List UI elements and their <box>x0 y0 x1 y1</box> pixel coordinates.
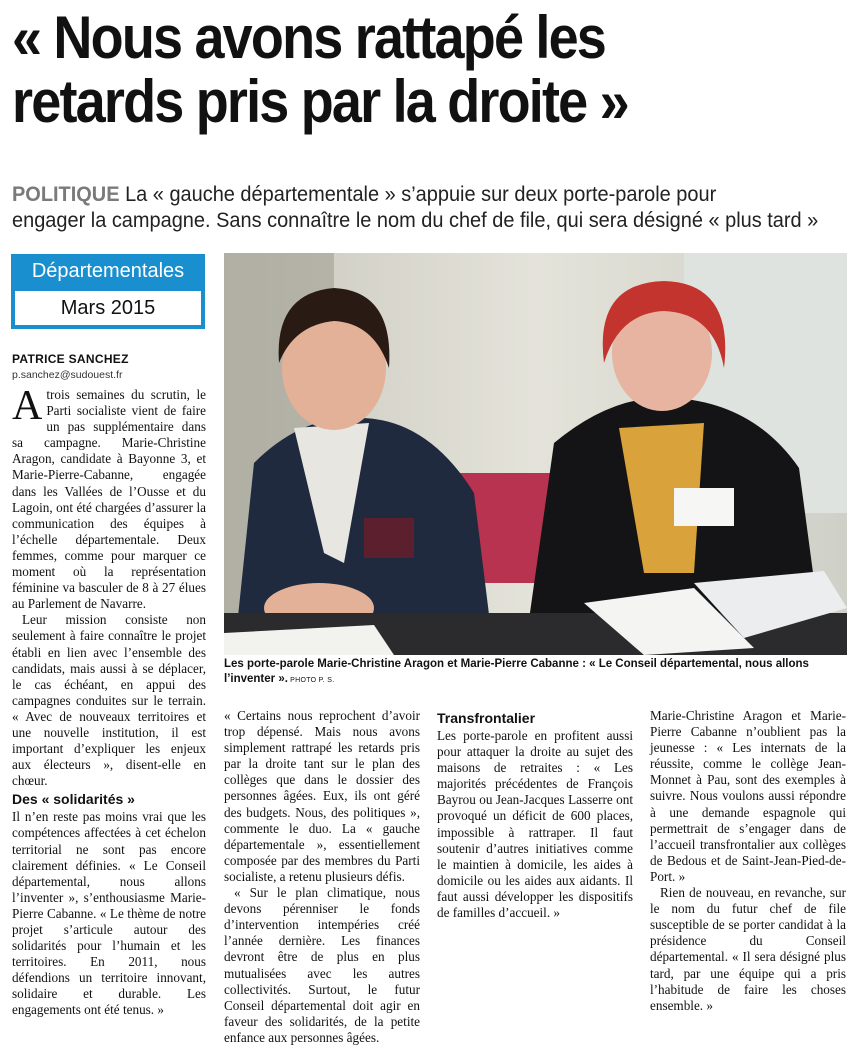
drop-cap: A <box>12 383 43 429</box>
paragraph-8: Rien de nouveau, en revanche, sur le nom du futur chef de file susceptible de se porter candidat à la présidence du Conseil départemental. « Il sera désigné plus tard, par une équipe qui a pris l’habitude de faire les choses ensemble. » <box>650 885 846 1013</box>
deck-line-1-text: La « gauche départementale » s’appuie sur deux porte-parole pour <box>119 183 717 206</box>
byline-email[interactable]: p.sanchez@sudouest.fr <box>12 369 123 381</box>
caption-text: Les porte-parole Marie-Christine Aragon et Marie-Pierre Cabanne : « Le Conseil départemental, nous allons l’inventer ». <box>224 658 809 685</box>
deck <box>12 182 819 234</box>
paragraph-1 <box>12 383 206 612</box>
subheading-solidarites: Des « solidarités » <box>12 791 135 808</box>
paragraph-2: Leur mission consiste non seulement à faire connaître le projet établi en lien avec l’ensemble des candidats, mais aussi à se déplacer, le cas échéant, en appui des campagnes conduites sur le terrain. « Avec de nouveaux territoires et une nouvelle institution, il est important d’expliquer les enjeux aux électeurs », disent-elle en chœur. <box>12 612 206 789</box>
photo-illustration <box>224 253 847 655</box>
deck-line-2: engager la campagne. Sans connaître le nom du chef de file, qui sera désigné « plus tard » <box>12 209 819 232</box>
article-column-2 <box>224 708 420 1046</box>
byline-author: PATRICE SANCHEZ <box>12 352 129 366</box>
paragraph-3: Il n’en reste pas moins vrai que les compétences affectées à cet échelon territorial ne sont pas encore clairement définies. « Le Conseil départemental, nous allons l’inventer », s’enthousiasme Marie-Pierre Cabanne. « Le thème de notre projet s’articule autour des solidarités pour l’humain et les territoires. En 2011, nous défendions un territoire innovant, solidaire et durable. Les engagements ont été tenus. » <box>12 809 206 1018</box>
deck-line-1 <box>12 182 810 208</box>
photo-credit: PHOTO P. S. <box>287 677 335 684</box>
paragraph-6: Les porte-parole en profitent aussi pour attaquer la droite au sujet des maisons de retraites : « Les majorités précédentes de François Bayrou ou Jean-Jacques Lasserre ont provoqué un déficit de 600 places, impossible à rattraper. Il faut soutenir d’autres initiatives comme le maintien à domicile, les aides à domicile ou les aides aux aidants. Il faut aussi développer les dispositifs de familles d’accueil. » <box>437 728 633 921</box>
badge-date: Mars 2015 <box>15 291 201 325</box>
paragraph-7: Marie-Christine Aragon et Marie-Pierre Cabanne n’oublient pas la jeunesse : « Les internats de la réussite, comme le collège Jean-Monnet à Pau, sont des exemples à suivre. Nous voulons aussi répondre à une demande espagnole qui permettrait de s’engager dans de l’accueil transfrontalier aux collèges de Bedous et de Saint-Jean-Pied-de-Port. » <box>650 708 846 884</box>
paragraph-1-text: trois semaines du scrutin, le Parti socialiste vient de faire un pas supplémentaire dans sa campagne. Marie-Christine Aragon, candidate à Bayonne 3, et Marie-Pierre-Cabanne, engagée dans les Vallées de l’Ousse et du Lagoin, ont été chargées d’assurer la communication des équipes à l’échelle départementale. Deux femmes, comme pour marquer ce moment où la représentation féminine va basculer de 8 à 27 élues au Parlement de Navarre. <box>12 387 206 612</box>
section-badge <box>11 254 205 329</box>
photo-caption <box>224 657 847 688</box>
headline <box>12 6 768 134</box>
kicker-label: POLITIQUE <box>12 183 120 206</box>
headline-line-2: retards pris par la droite » <box>12 68 628 135</box>
paragraph-4: « Certains nous reprochent d’avoir trop dépensé. Mais nous avons simplement rattrapé les retards pris par la droite tant sur le plan des collèges que dans le dossier des personnes âgées. Eux, ils ont géré des budgets. Nous, des politiques », commente le duo. La « gauche départementale », essentiellement composée par des membres du Parti socialiste, a retenu plusieurs défis. <box>224 708 420 884</box>
paragraph-5: « Sur le plan climatique, nous devons pérenniser le fonds d’intervention intempéries créé l’année dernière. Les finances devront être de plus en plus mutualisées avec les autres collectivités. Surtout, le futur Conseil départemental doit agir en faveur des solidarités, de la petite enfance aux personnes âgées. <box>224 885 420 1045</box>
article-column-4 <box>650 708 846 1014</box>
headline-line-1: « Nous avons rattapé les <box>12 4 606 71</box>
subheading-transfrontalier: Transfrontalier <box>437 710 536 726</box>
article-photo <box>224 253 847 655</box>
article-column-1 <box>12 383 206 1019</box>
article-column-3 <box>437 708 633 921</box>
badge-title: Départementales <box>31 260 185 282</box>
